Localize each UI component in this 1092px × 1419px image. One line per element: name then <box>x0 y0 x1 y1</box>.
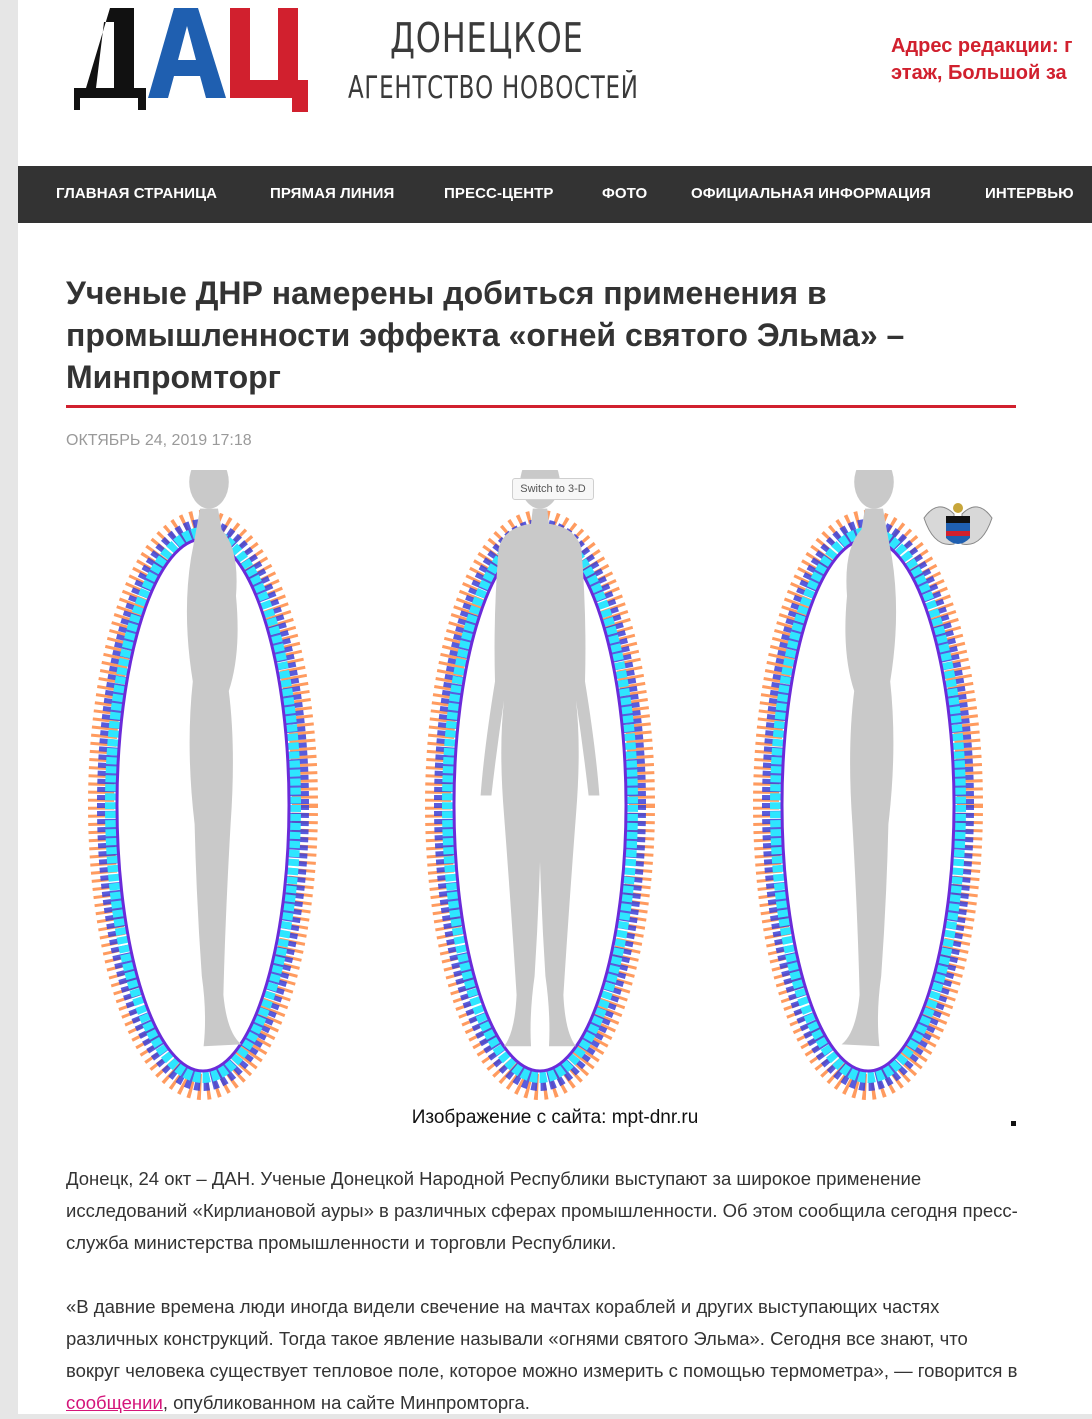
nav-item-interview[interactable]: ИНТЕРВЬЮ <box>985 185 1074 202</box>
title-divider <box>66 405 1016 408</box>
address-line2: этаж, Большой за <box>891 62 1067 84</box>
nav-item-official-info[interactable]: ОФИЦИАЛЬНАЯ ИНФОРМАЦИЯ <box>691 185 931 202</box>
article-paragraph-2 <box>66 1291 1026 1419</box>
paragraph-2-text-before: «В давние времена люди иногда видели свечение на мачтах кораблей и других выступающих частях различных конструкций. Тогда такое явление называли «огнями святого Эльма». Сегодня все знают, что вокруг человека существует тепловое поле, которое можно измерить с помощью термометра», — говорится в <box>66 1296 1018 1381</box>
article-title: Ученые ДНР намерены добиться применения в промышленности эффекта «огней святого Эльма» – Минпромторг <box>66 275 905 395</box>
nav-item-home[interactable]: ГЛАВНАЯ СТРАНИЦА <box>56 185 218 202</box>
aura-figure-center <box>438 470 642 1087</box>
brand-name-line2: АГЕНТСТВО НОВОСТЕЙ <box>348 70 639 106</box>
caption-bullet <box>1011 1121 1016 1126</box>
dnr-emblem-icon <box>924 503 992 544</box>
switch-3d-button[interactable]: Switch to 3-D <box>512 478 594 500</box>
nav-item-photo[interactable]: ФОТО <box>602 185 648 202</box>
paragraph-2-text-after: , опубликованном на сайте Минпромторга. <box>162 1392 530 1413</box>
image-caption: Изображение с сайта: mpt-dnr.ru <box>411 1107 699 1128</box>
main-nav <box>18 166 1092 223</box>
message-link[interactable]: сообщении <box>66 1392 163 1413</box>
aura-figure-right <box>766 470 970 1087</box>
aura-figure-left <box>101 470 305 1087</box>
dan-logo[interactable] <box>74 0 314 118</box>
editorial-address <box>891 33 1092 87</box>
aura-image <box>68 470 1018 1110</box>
nav-item-direct-line[interactable]: ПРЯМАЯ ЛИНИЯ <box>270 185 395 202</box>
nav-item-press-center[interactable]: ПРЕСС-ЦЕНТР <box>444 185 554 202</box>
article-date: ОКТЯБРЬ 24, 2019 17:18 <box>66 432 252 449</box>
page <box>18 0 1092 1414</box>
brand-name-line1: ДОНЕЦКОЕ <box>390 14 584 62</box>
article-paragraph-1: Донецк, 24 окт – ДАН. Ученые Донецкой Народной Республики выступают за широкое применение исследований «Кирлиановой ауры» в различных сферах промышленности. Об этом сообщила сегодня пресс-служба министерства промышленности и торговли Республики. <box>66 1168 1018 1253</box>
address-line1: Адрес редакции: г <box>891 35 1073 57</box>
